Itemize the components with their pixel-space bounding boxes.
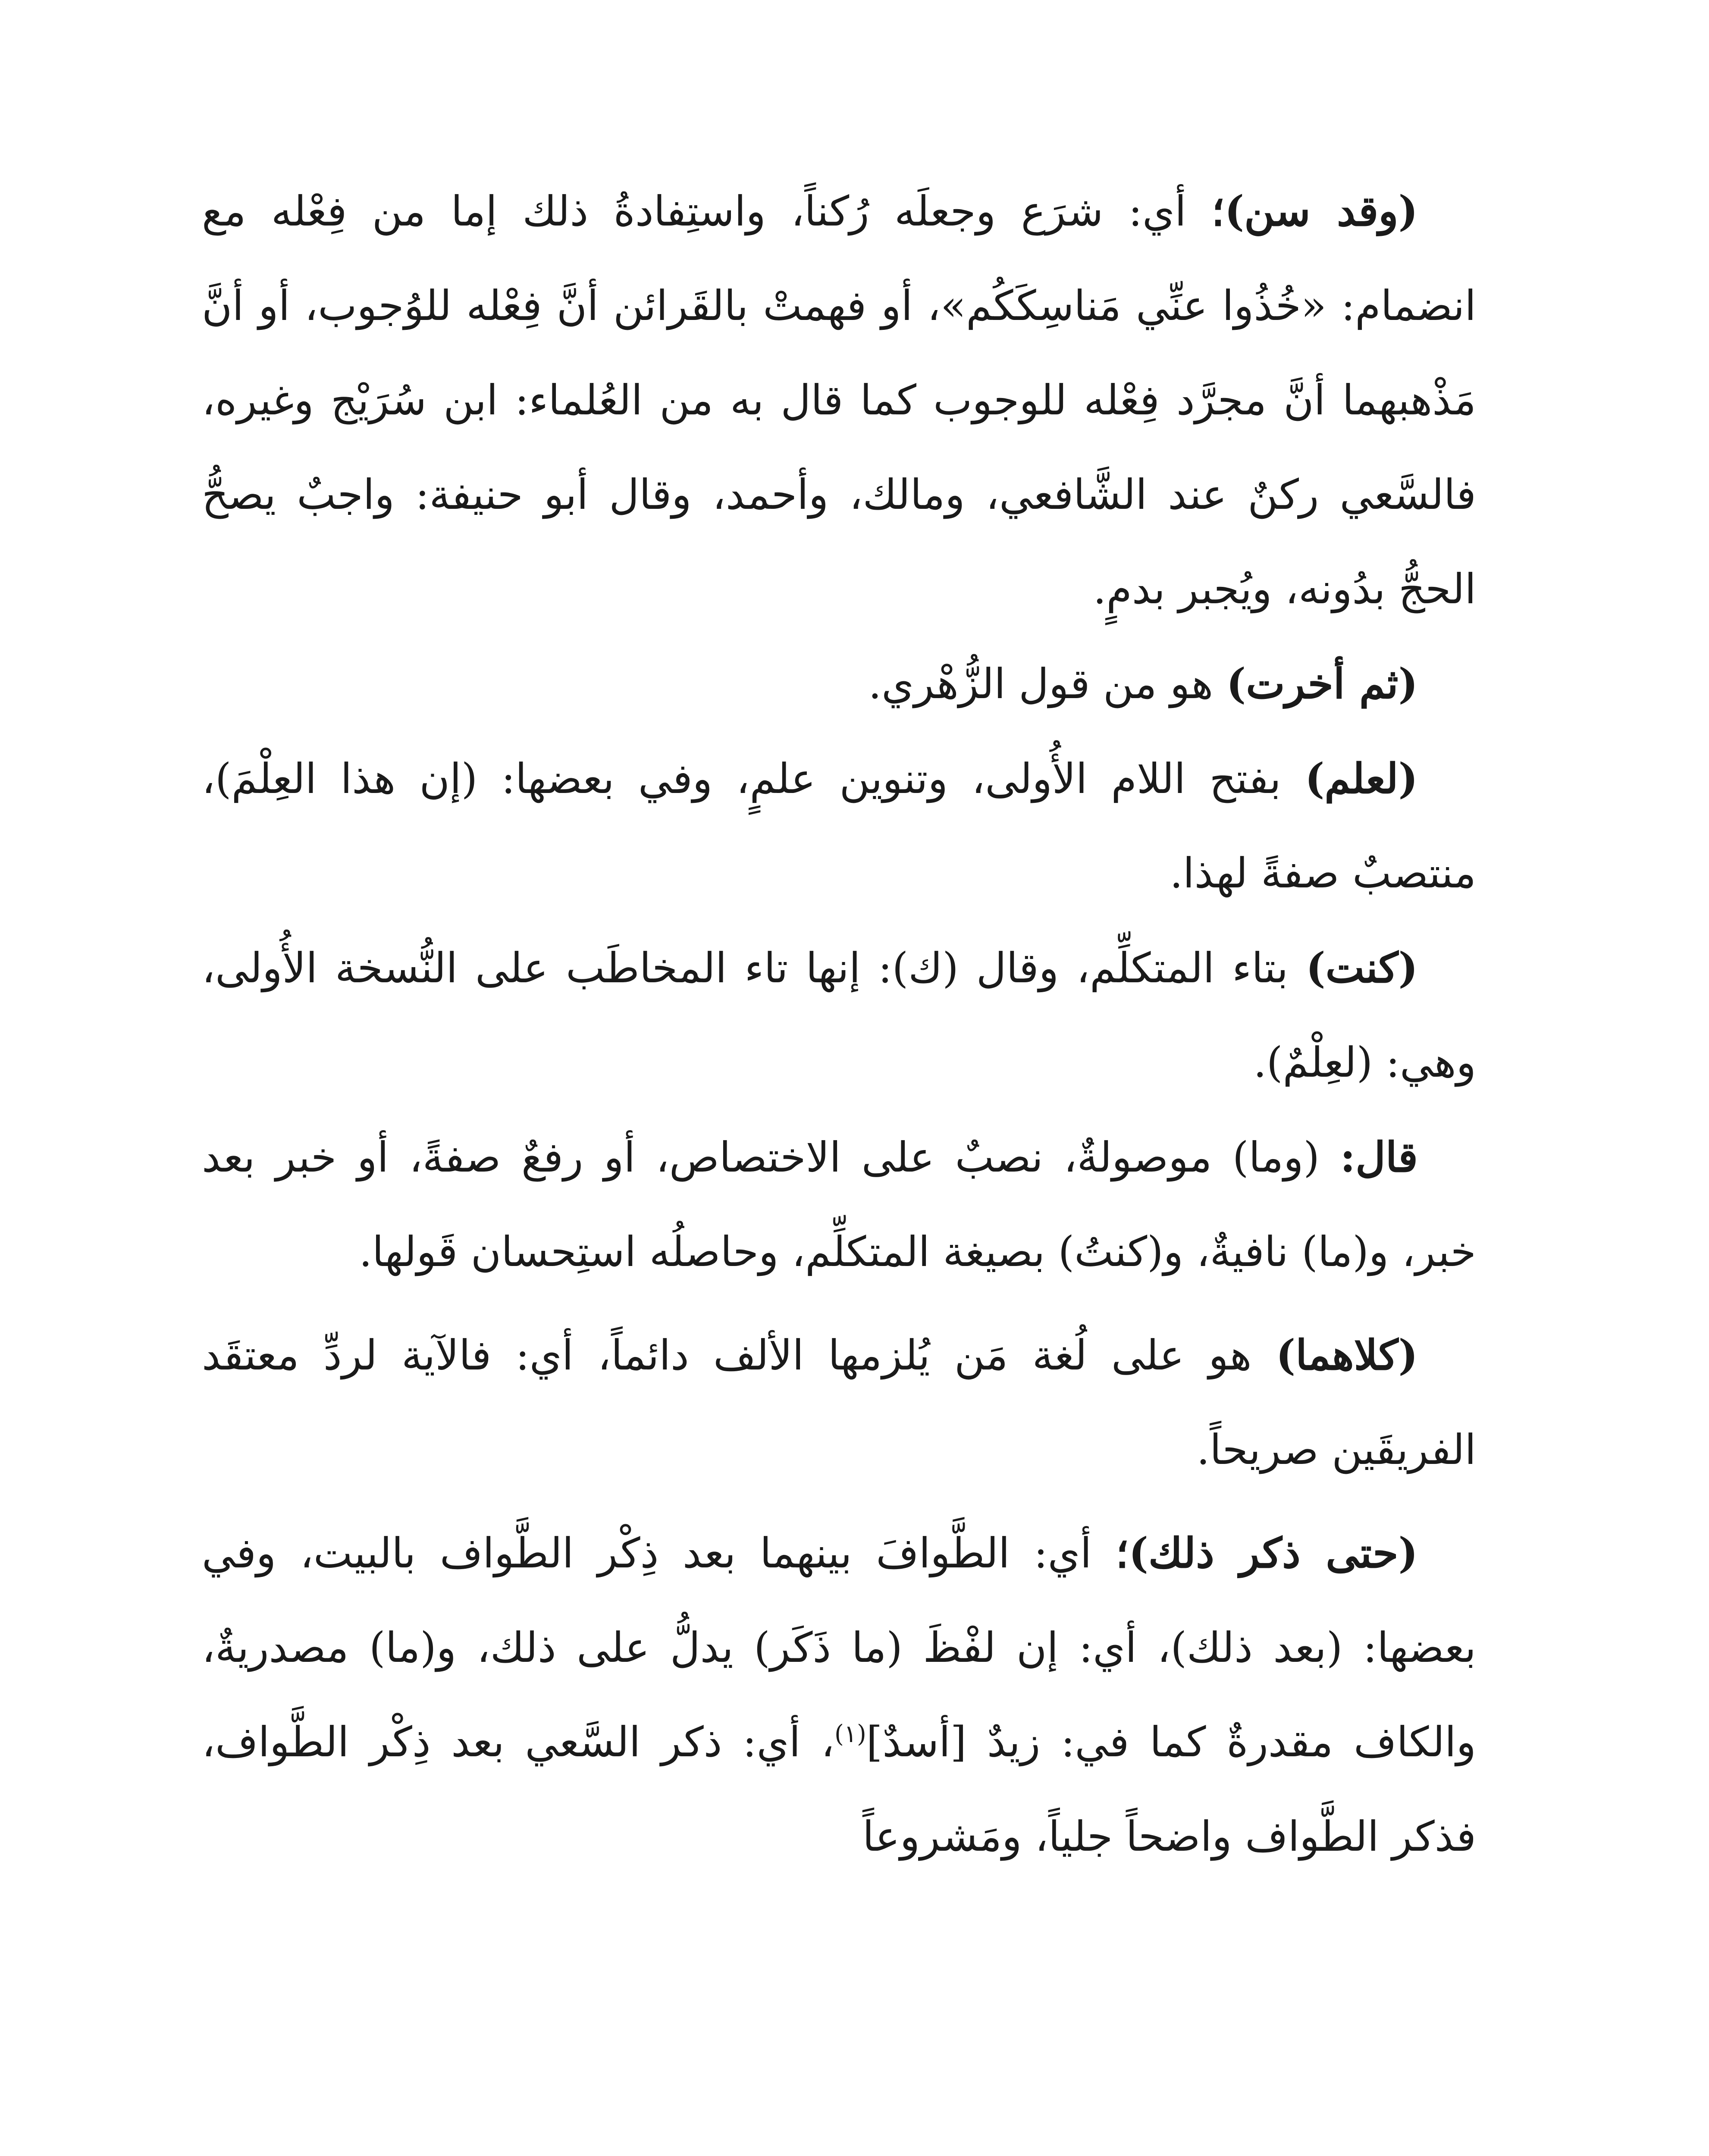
paragraph-text: بفتح اللام الأُولى، وتنوين علمٍ، وفي بعضها: (إن هذا العِلْمَ)، منتصبٌ صفةً لهذا. bbox=[202, 755, 1476, 897]
paragraph-4 bbox=[202, 921, 1476, 1110]
paragraph-7 bbox=[202, 1506, 1476, 1884]
paragraph-head: (وقد سن)؛ bbox=[1211, 187, 1418, 235]
paragraph-text: (وما) موصولةٌ، نصبٌ على الاختصاص، أو رفعٌ صفةً، أو خبر بعد خبر، و(ما) نافيةٌ، و(كنتُ) بصيغة المتكلِّم، وحاصلُه استِحسان قَولها. bbox=[202, 1133, 1476, 1276]
paragraph-head: (كلاهما) bbox=[1276, 1331, 1418, 1379]
paragraph-head: (لعلم) bbox=[1304, 754, 1418, 803]
paragraph-head: (ثم أخرت) bbox=[1226, 659, 1418, 708]
main-text bbox=[202, 164, 1476, 1884]
paragraph-head: قال: bbox=[1340, 1133, 1418, 1181]
paragraph-head: (كنت) bbox=[1306, 943, 1418, 992]
paragraph-3 bbox=[202, 731, 1476, 921]
paragraph-head: (حتى ذكر ذلك)؛ bbox=[1115, 1529, 1418, 1577]
footnote-reference[interactable]: (١) bbox=[834, 1720, 866, 1748]
paragraph-text: هو من قول الزُّهْري. bbox=[868, 660, 1226, 708]
paragraph-text: هو على لُغة مَن يُلزمها الألف دائماً، أي: فالآية لردِّ معتقَد الفريقَين صريحاً. bbox=[202, 1331, 1476, 1474]
paragraph-text: أي: شرَع وجعلَه رُكناً، واستِفادةُ ذلك إما من فِعْله مع انضمام: «خُذُوا عنِّي مَناسِكَكُم»، أو فهمتْ بالقَرائن أنَّ فِعْله للوُجوب، أو أنَّ مَذْهبهما أنَّ مجرَّد فِعْله للوجوب كما قال به من العُلماء: ابن سُرَيْج وغيره، فالسَّعي ركنٌ عند الشَّافعي، ومالك، وأحمد، وقال أبو حنيفة: واجبٌ يصحُّ الحجُّ بدُونه، ويُجبر بدمٍ. bbox=[202, 187, 1477, 613]
paragraph-text: أي: الطَّوافَ بينهما بعد ذِكْر الطَّواف بالبيت، وفي بعضها: (بعد ذلك)، أي: إن لفْظَ (ما ذَكَر) يدلُّ على ذلك، و(ما) مصدريةٌ، والكاف مقدرةٌ كما في: زيدٌ [أسدٌ] bbox=[202, 1529, 1477, 1766]
paragraph-text: بتاء المتكلِّم، وقال (ك): إنها تاء المخاطَب على النُّسخة الأُولى، وهي: (لعِلْمٌ). bbox=[202, 944, 1476, 1087]
paragraph-2 bbox=[202, 636, 1476, 731]
paragraph-text-continued: ، أي: ذكر السَّعي بعد ذِكْر الطَّواف، فذكر الطَّواف واضحاً جلياً، ومَشروعاً bbox=[202, 1718, 1476, 1861]
paragraph-1 bbox=[202, 164, 1476, 636]
paragraph-5 bbox=[202, 1110, 1476, 1299]
paragraph-6 bbox=[202, 1308, 1476, 1497]
